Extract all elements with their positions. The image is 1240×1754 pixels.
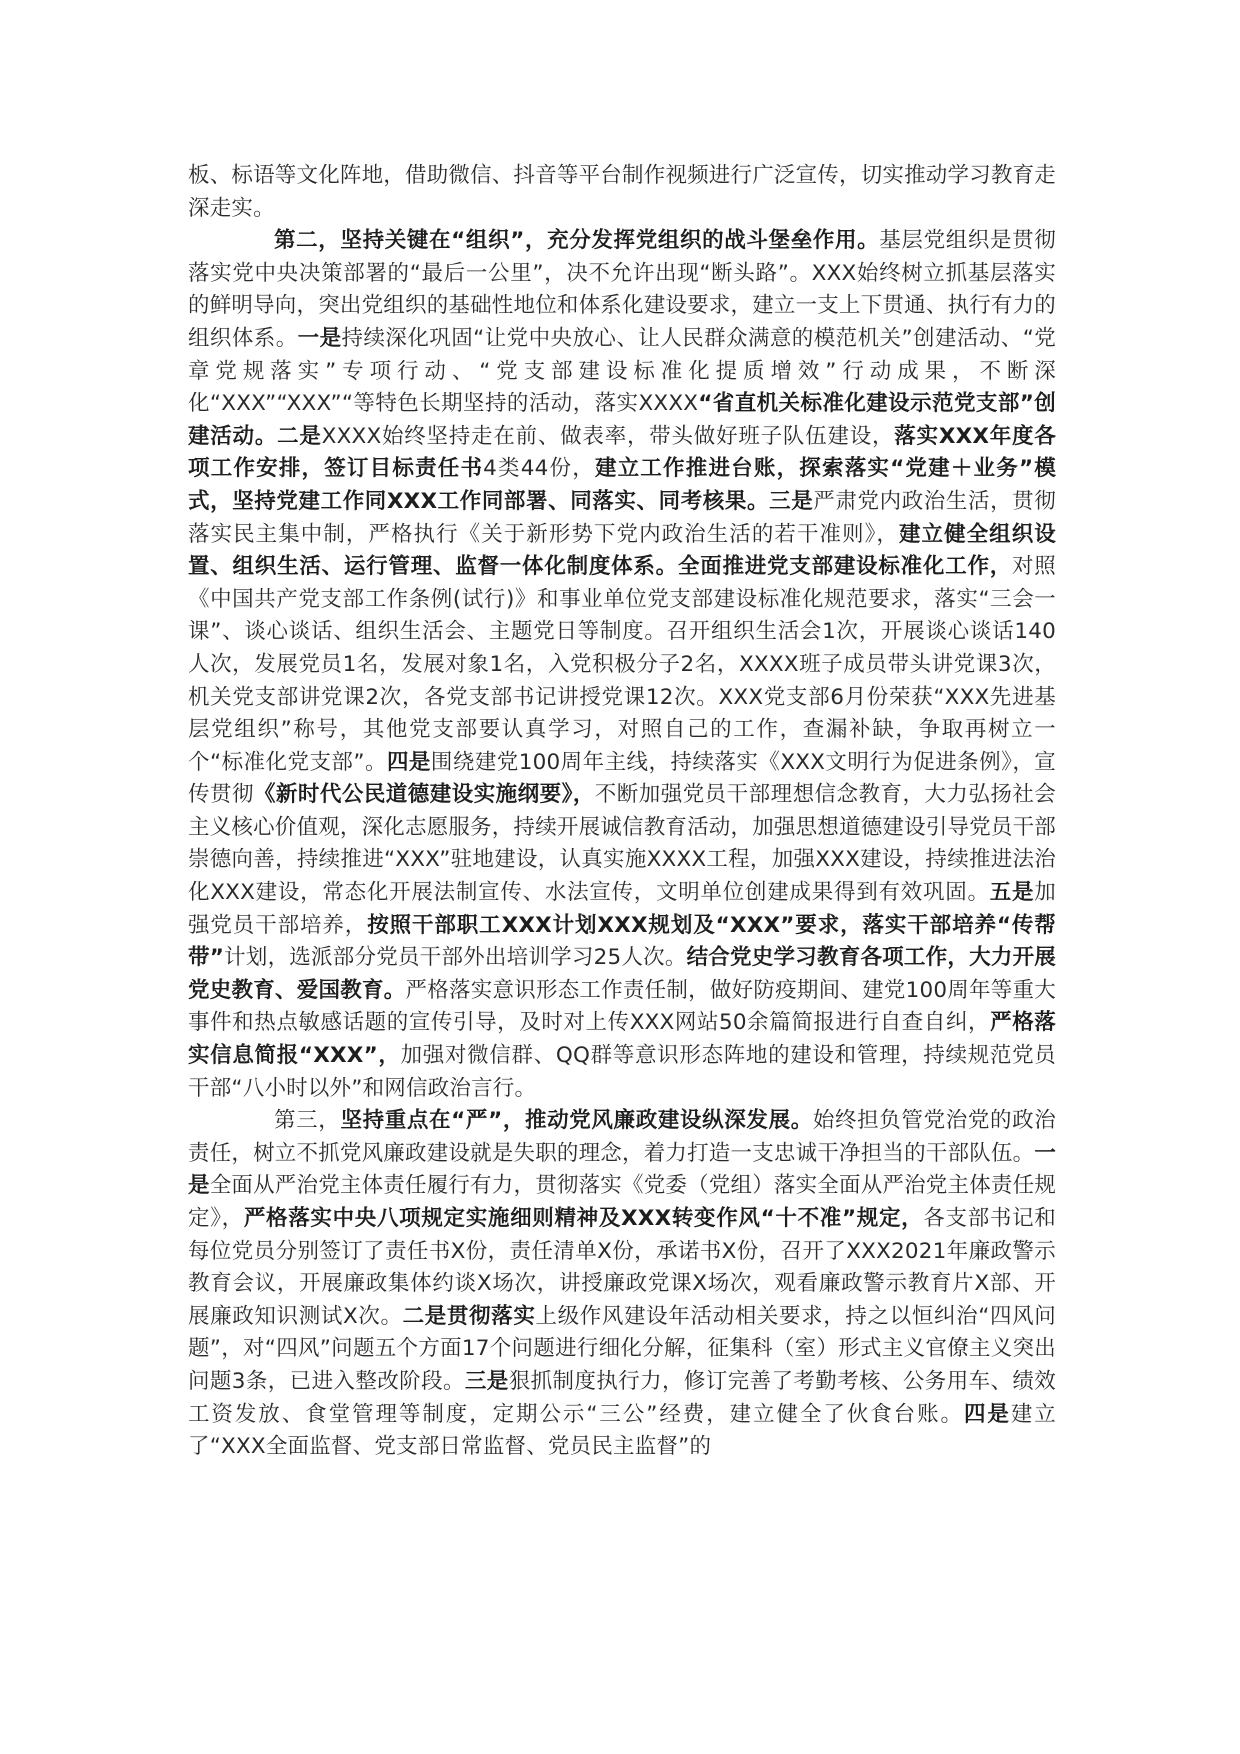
text-run: XXXX始终坚持走在前、做表率，带头做好班子队伍建设， — [321, 423, 895, 449]
text-run: 全面从严治党主体责任履行有力，贯彻落实《党委（党组）落实全面从严治党主体责任规定》， — [188, 1173, 1057, 1231]
bold-run: 严格落实中央八项规定实施细则精神及XXX转变作风“十不准”规定， — [243, 1206, 924, 1231]
paragraph-section-two — [188, 225, 1056, 1105]
text-run: 板、标语等文化阵地，借助微信、抖音等平台制作视频进行广泛宣传，切实推动学习教育走深走实。 — [188, 163, 1057, 221]
text-run: 加强对微信群、QQ群等意识形态阵地的建设和管理，持续规范党员干部“八小时以外”和网信政治言行。 — [188, 1043, 1056, 1101]
bold-run: 一是 — [297, 325, 342, 351]
bold-run: 结合党史学习教育各项工作，大力开展党史教育、爱国教育。 — [188, 945, 1057, 1003]
paragraph-section-three — [188, 1105, 1056, 1464]
text-run: 4类44份， — [483, 456, 595, 482]
bold-run: 落实XXX年度各项工作安排，签订目标责任书 — [188, 423, 1056, 482]
bold-run: “省直机关标准化建设示范党支部”创建活动。二是 — [188, 391, 1057, 449]
text-run: 各支部书记和每位党员分别签订了责任书X份，责任清单X份，承诺书X份，召开了XXX2021年廉政警示教育会议，开展廉政集体约谈X场次，讲授廉政党课X场次，观看廉政警示教育片X部、开展廉政知识测试X次。 — [188, 1206, 1056, 1329]
paragraph-continuation — [188, 160, 1056, 225]
text-run: 不断加强党员干部理想信念教育，大力弘扬社会主义核心价值观，深化志愿服务，持续开展诚信教育活动，加强思想道德建设引导党员干部崇德向善，持续推进“XXX”驻地建设，认真实施XXXX工程，加强XXX建设，持续推进法治化XXX建设，常态化开展法制宣传、水法宣传，文明单位创建成果得到有效巩固。 — [188, 782, 1057, 906]
text-run: 计划，选派部分党员干部外出培训学习25人次。 — [224, 945, 687, 971]
bold-run: 四是 — [386, 749, 431, 775]
text-run: 狠抓制度执行力，修订完善了考勤考核、公务用车、绩效工资发放、食堂管理等制度，定期公示“三公”经费，建立健全了伙食台账。 — [188, 1368, 1057, 1427]
bold-run: 《新时代公民道德建设实施纲要》， — [253, 782, 595, 808]
bold-run: 建立健全组织设置、组织生活、运行管理、监督一体化制度体系。全面推进党支部建设标准化工作， — [188, 521, 1056, 580]
bold-run: 严格落实信息简报“XXX”， — [188, 1010, 1056, 1069]
bold-run: 建立工作推进台账，探索落实“党建＋业务”模式，坚持党建工作同XXX工作同部署、同落实、同考核果。三是 — [188, 456, 1056, 514]
text-run: 严格落实意识形态工作责任制，做好防疫期间、建党100周年等重大事件和热点敏感话题的宣传引导，及时对上传XXX网站50余篇简报进行自查自纠， — [188, 977, 1056, 1036]
text-run: 基层党组织是贯彻落实党中央决策部署的“最后一公里”，决不允许出现“断头路”。XXX始终树立抓基层落实的鲜明导向，突出党组织的基础性地位和体系化建设要求，建立一支上下贯通、执行有力的组织体系。 — [188, 228, 1057, 351]
text-run: 建立了“XXX全面监督、党支部日常监督、党员民主监督”的 — [188, 1401, 1056, 1460]
bold-run: 四是 — [963, 1401, 1011, 1427]
text-run: 围绕建党100周年主线，持续落实《XXX文明行为促进条例》，宣传贯彻 — [188, 749, 1056, 808]
text-run: 上级作风建设年活动相关要求，持之以恒纠治“四风问题”，对“四风”问题五个方面17个问题进行细化分解，征集科（室）形式主义官僚主义突出问题3条，已进入整改阶段。 — [188, 1303, 1056, 1394]
section-three-heading: 坚持重点在“严”，推动党风廉政建设纵深发展。 — [340, 1108, 813, 1134]
bold-run: 五是 — [989, 880, 1035, 906]
text-run: 持续深化巩固“让党中央放心、让人民群众满意的模范机关”创建活动、“党章党规落实”专项行动、“党支部建设标准化提质增效”行动成果，不断深化“XXX”“XXX”“等特色长期坚持的活动，落实XXXX — [188, 325, 1056, 417]
text-run: 第三， — [274, 1108, 341, 1134]
bold-run: 按照干部职工XXX计划XXX规划及“XXX”要求，落实干部培养“传帮带” — [188, 912, 1056, 971]
document-page — [188, 160, 1056, 1464]
text-run: 加强党员干部培养， — [188, 880, 1056, 938]
bold-run: 三是 — [464, 1368, 509, 1394]
section-two-heading: 第二，坚持关键在“组织”，充分发挥党组织的战斗堡垒作用。 — [274, 228, 880, 254]
text-run: 始终担负管党治党的政治责任，树立不抓党风廉政建设就是失职的理念，着力打造一支忠诚干净担当的干部队伍。 — [188, 1108, 1056, 1166]
bold-run: 二是贯彻落实 — [402, 1303, 536, 1329]
bold-run: 一是 — [188, 1140, 1057, 1199]
text-run: 严肃党内政治生活，贯彻落实民主集中制，严格执行《关于新形势下党内政治生活的若干准则》， — [188, 488, 1056, 547]
text-run: 对照《中国共产党支部工作条例(试行)》和事业单位党支部建设标准化规范要求，落实“三会一课”、谈心谈话、组织生活会、主题党日等制度。召开组织生活会1次，开展谈心谈话140人次，发展党员1名，发展对象1名，入党积极分子2名，XXXX班子成员带头讲党课3次，机关党支部讲党课2次，各党支部书记讲授党课12次。XXX党支部6月份荣获“XXX先进基层党组织”称号，其他党支部要认真学习，对照自己的工作，查漏补缺，争取再树立一个“标准化党支部”。 — [188, 554, 1057, 775]
